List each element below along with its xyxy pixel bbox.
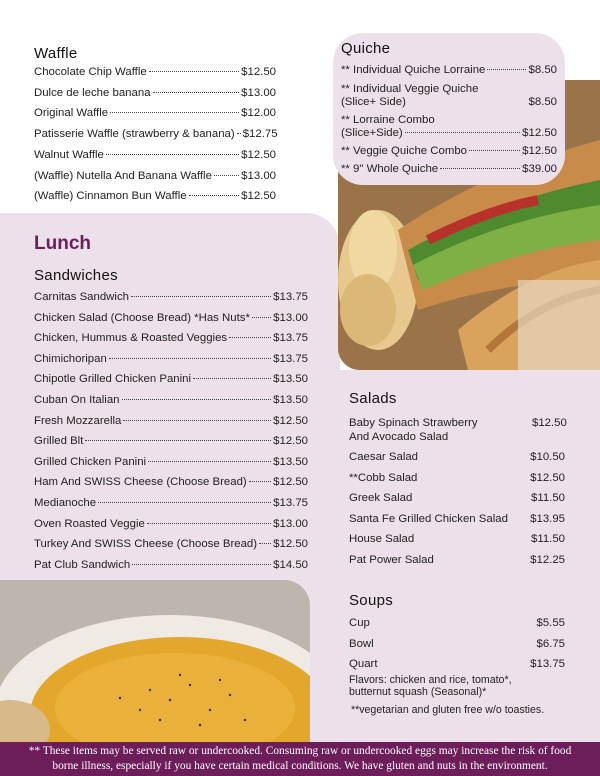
salad-item (349, 554, 565, 566)
soup-item-price: $13.75 (530, 658, 565, 670)
sandwich-item (34, 518, 308, 530)
soup-item-price: $6.75 (536, 637, 565, 650)
footer-line-2: borne illness, especially if you have certain medical conditions. We have gluten and nuts in the environment. (52, 760, 548, 772)
sandwich-item-price: $13.75 (273, 352, 308, 365)
sandwich-item-name: Cuban On Italian (34, 394, 120, 406)
waffle-item-name: (Waffle) Nutella And Banana Waffle (34, 169, 212, 182)
waffle-item-price: $12.75 (242, 128, 278, 141)
soup-illustration (0, 580, 310, 742)
quiche-item-name: ** 9" Whole Quiche (341, 163, 439, 175)
sandwich-item-name: Carnitas Sandwich (34, 291, 129, 303)
quiche-item-subname: (Slice+ Side) (341, 96, 406, 108)
sandwich-item-price: $14.50 (273, 558, 308, 571)
lunch-heading: Lunch (34, 233, 91, 254)
waffle-item (34, 87, 276, 99)
sandwich-item (34, 373, 308, 385)
sandwich-item-price: $12.50 (273, 414, 308, 427)
sandwich-item (34, 415, 308, 427)
salad-item (349, 513, 565, 525)
salad-item-price: $12.50 (530, 471, 565, 484)
sandwich-item-price: $12.50 (273, 435, 308, 448)
sandwich-item-price: $13.50 (273, 455, 308, 468)
quiche-item-name: ** Veggie Quiche Combo (341, 145, 468, 157)
salads-heading: Salads (349, 390, 397, 407)
salad-item-subname: And Avocado Salad (349, 431, 449, 443)
waffle-item-name: Chocolate Chip Waffle (34, 66, 147, 78)
salad-item-name: Santa Fe Grilled Chicken Salad (349, 512, 508, 525)
sandwich-item-name: Fresh Mozzarella (34, 414, 122, 427)
soup-item (349, 658, 565, 670)
soup-flavors-line-1: Flavors: chicken and rice, tomato*, (349, 674, 512, 686)
salad-item-price: $12.50 (532, 417, 567, 429)
salad-item-name: Caesar Salad (349, 451, 419, 463)
salad-item-name: House Salad (349, 533, 415, 546)
sandwich-item-name: Chipotle Grilled Chicken Panini (34, 373, 192, 386)
sandwich-item-price: $12.50 (273, 538, 308, 551)
sandwich-item-name: Grilled Chicken Panini (34, 455, 147, 468)
waffle-item (34, 190, 276, 202)
sandwich-item (34, 332, 308, 344)
salad-item-price: $11.50 (531, 492, 565, 505)
quiche-item-price: $12.50 (522, 145, 557, 157)
sandwich-item-name: Pat Club Sandwich (34, 558, 131, 571)
salad-item-name: Baby Spinach Strawberry (349, 417, 478, 429)
sandwich-item-price: $13.00 (273, 517, 308, 530)
salad-item-name: **Cobb Salad (349, 471, 418, 484)
soup-photo (0, 580, 310, 742)
quiche-item (341, 163, 557, 175)
quiche-item-name: ** Lorraine Combo (341, 114, 435, 126)
quiche-item-name: ** Individual Quiche Lorraine (341, 64, 486, 76)
sandwich-item-price: $13.50 (273, 373, 308, 386)
salad-item-price: $10.50 (530, 451, 565, 463)
quiche-item (341, 145, 557, 157)
waffle-item-name: (Waffle) Cinnamon Bun Waffle (34, 190, 187, 203)
waffle-heading: Waffle (34, 45, 78, 62)
waffle-item (34, 128, 276, 140)
sandwich-item-price: $13.75 (273, 497, 308, 509)
footer-line-1: ** These items may be served raw or undercooked. Consuming raw or undercooked eggs may increase the risk of food (28, 745, 572, 757)
sandwich-item (34, 476, 308, 488)
salad-item-name: Greek Salad (349, 492, 413, 505)
sandwich-item-price: $13.75 (273, 291, 308, 303)
soup-item-name: Cup (349, 617, 370, 629)
sandwich-item-name: Ham And SWISS Cheese (Choose Bread) (34, 476, 247, 489)
sandwich-item-name: Chicken Salad (Choose Bread) *Has Nuts* (34, 311, 250, 324)
waffle-item-price: $13.00 (241, 169, 276, 182)
salad-item-name: Pat Power Salad (349, 554, 434, 566)
quiche-heading: Quiche (341, 40, 391, 57)
sandwich-item-name: Turkey And SWISS Cheese (Choose Bread) (34, 538, 258, 551)
sandwich-item (34, 353, 308, 365)
waffle-item-price: $12.50 (241, 148, 276, 161)
vegetarian-note: **vegetarian and gluten free w/o toasties. (351, 704, 545, 716)
sandwich-item-name: Grilled Blt (34, 435, 84, 448)
sandwiches-heading: Sandwiches (34, 267, 118, 284)
sandwich-item (34, 394, 308, 406)
quiche-item-price: $39.00 (522, 163, 557, 175)
sandwich-item (34, 497, 308, 509)
waffle-item-name: Dulce de leche banana (34, 86, 151, 99)
quiche-item-price: $8.50 (528, 96, 557, 108)
soup-item-name: Quart (349, 658, 378, 670)
soup-item-price: $5.55 (536, 617, 565, 629)
salad-item-price: $11.50 (531, 533, 565, 546)
quiche-item-price: $12.50 (522, 127, 557, 139)
salad-item (349, 472, 565, 484)
waffle-item-price: $13.00 (241, 86, 276, 99)
waffle-item-name: Original Waffle (34, 107, 109, 120)
quiche-item-price: $8.50 (528, 64, 557, 76)
waffle-item-name: Walnut Waffle (34, 148, 104, 161)
waffle-item-price: $12.50 (241, 190, 276, 203)
sandwich-item-name: Chicken, Hummus & Roasted Veggies (34, 332, 228, 345)
allergen-footer (0, 742, 600, 776)
quiche-item-name: ** Individual Veggie Quiche (341, 83, 479, 95)
waffle-item-price: $12.50 (241, 66, 276, 78)
sandwich-item (34, 312, 308, 324)
waffle-item (34, 149, 276, 161)
quiche-item (341, 96, 557, 108)
sandwich-item-price: $13.75 (273, 332, 308, 345)
soup-item-name: Bowl (349, 637, 374, 650)
sandwich-item (34, 538, 308, 550)
sandwich-item-price: $12.50 (273, 476, 308, 489)
waffle-item-name: Patisserie Waffle (strawberry & banana) (34, 128, 235, 141)
sandwich-item-name: Oven Roasted Veggie (34, 517, 145, 530)
sandwich-item-name: Chimichoripan (34, 352, 107, 365)
quiche-item (341, 64, 557, 76)
salad-item (349, 451, 565, 463)
sandwich-item (34, 291, 308, 303)
waffle-item (34, 170, 276, 182)
waffle-item-price: $12.00 (241, 107, 276, 120)
sandwich-item-name: Medianoche (34, 497, 97, 509)
soups-heading: Soups (349, 592, 394, 609)
waffle-item (34, 66, 276, 78)
salad-item (349, 533, 565, 545)
quiche-item (341, 127, 557, 139)
sandwich-item (34, 456, 308, 468)
salad-item (349, 492, 565, 504)
soup-flavors-line-2: butternut squash (Seasonal)* (349, 686, 487, 698)
waffle-item (34, 107, 276, 119)
soup-item (349, 617, 565, 629)
sandwich-item-price: $13.50 (273, 394, 308, 406)
salad-item-price: $13.95 (530, 512, 565, 525)
sandwich-item (34, 559, 308, 571)
quiche-item-subname: (Slice+Side) (341, 127, 403, 139)
salad-item-price: $12.25 (530, 554, 565, 566)
soup-item (349, 638, 565, 650)
sandwich-item-price: $13.00 (273, 311, 308, 324)
sandwich-item (34, 435, 308, 447)
